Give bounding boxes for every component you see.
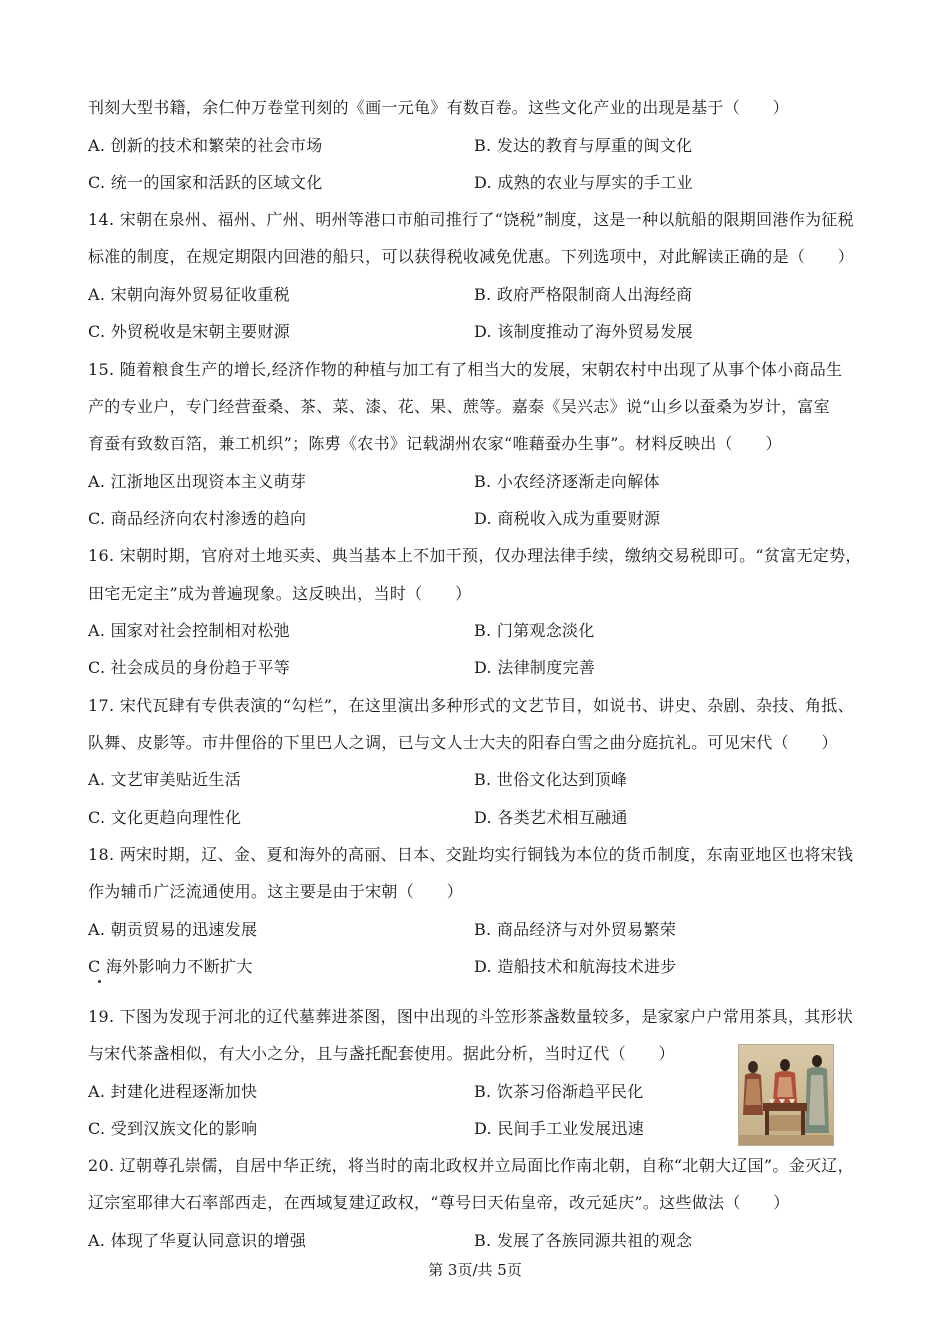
stray-dot-mark (98, 980, 101, 983)
q18-option-b[interactable]: B. 商品经济与对外贸易繁荣 (474, 920, 677, 939)
question-18-line-2: 作为辅币广泛流通使用。这主要是由于宋朝（ ） (88, 882, 463, 901)
question-17-line-1: 17. 宋代瓦肆有专供表演的“勾栏”，在这里演出多种形式的文艺节目，如说书、讲史、杂剧、杂技、角抵、 (88, 696, 854, 715)
q15-option-b[interactable]: B. 小农经济逐渐走向解体 (474, 472, 660, 491)
q18-option-d[interactable]: D. 造船技术和航海技术进步 (474, 957, 677, 976)
liao-tomb-tea-mural-image (738, 1044, 834, 1146)
question-18-line-1: 18. 两宋时期，辽、金、夏和海外的高丽、日本、交趾均实行铜钱为本位的货币制度，东南亚地区也将宋钱 (88, 845, 854, 864)
q13-option-a[interactable]: A. 创新的技术和繁荣的社会市场 (88, 136, 323, 155)
question-13-text: 刊刻大型书籍，余仁仲万卷堂刊刻的《画一元龟》有数百卷。这些文化产业的出现是基于（ ） (88, 98, 789, 117)
q19-option-c[interactable]: C. 受到汉族文化的影响 (88, 1119, 258, 1138)
q14-option-c[interactable]: C. 外贸税收是宋朝主要财源 (88, 322, 291, 341)
q17-option-c[interactable]: C. 文化更趋向理性化 (88, 808, 242, 827)
q20-option-a[interactable]: A. 体现了华夏认同意识的增强 (88, 1231, 307, 1250)
question-15-line-1: 15. 随着粮食生产的增长,经济作物的种植与加工有了相当大的发展，宋朝农村中出现了从事个体小商品生 (88, 360, 843, 379)
question-19-line-2: 与宋代茶盏相似，有大小之分，且与盏托配套使用。据此分析，当时辽代（ ） (88, 1044, 675, 1063)
q15-option-c[interactable]: C. 商品经济向农村渗透的趋向 (88, 509, 307, 528)
question-17-line-2: 队舞、皮影等。市井俚俗的下里巴人之调，已与文人士大夫的阳春白雪之曲分庭抗礼。可见宋代（ ） (88, 733, 838, 752)
q18-option-c[interactable]: C 海外影响力不断扩大 (88, 957, 253, 976)
q17-option-d[interactable]: D. 各类艺术相互融通 (474, 808, 628, 827)
question-14-line-2: 标准的制度，在规定期限内回港的船只，可以获得税收减免优惠。下列选项中，对此解读正确的是（ ） (88, 247, 855, 266)
question-15-line-2: 产的专业户，专门经营蚕桑、茶、菜、漆、花、果、蔗等。嘉泰《吴兴志》说“山乡以蚕桑为岁计，富室 (88, 397, 830, 416)
q19-option-d[interactable]: D. 民间手工业发展迅速 (474, 1119, 645, 1138)
q13-option-c[interactable]: C. 统一的国家和活跃的区域文化 (88, 173, 323, 192)
q16-option-a[interactable]: A. 国家对社会控制相对松弛 (88, 621, 290, 640)
q20-option-b[interactable]: B. 发展了各族同源共祖的观念 (474, 1231, 693, 1250)
q13-option-d[interactable]: D. 成熟的农业与厚实的手工业 (474, 173, 693, 192)
q14-option-b[interactable]: B. 政府严格限制商人出海经商 (474, 285, 693, 304)
q16-option-c[interactable]: C. 社会成员的身份趋于平等 (88, 658, 291, 677)
q13-option-b[interactable]: B. 发达的教育与厚重的闽文化 (474, 136, 693, 155)
q15-option-a[interactable]: A. 江浙地区出现资本主义萌芽 (88, 472, 307, 491)
question-16-line-2: 田宅无定主”成为普遍现象。这反映出，当时（ ） (88, 584, 472, 603)
q14-option-d[interactable]: D. 该制度推动了海外贸易发展 (474, 322, 693, 341)
question-20-line-2: 辽宗室耶律大石率部西走，在西域复建辽政权，“尊号曰天佑皇帝，改元延庆”。这些做法（ ） (88, 1193, 790, 1212)
q14-option-a[interactable]: A. 宋朝向海外贸易征收重税 (88, 285, 290, 304)
q16-option-d[interactable]: D. 法律制度完善 (474, 658, 596, 677)
page-number-footer: 第 3页/共 5页 (428, 1261, 522, 1279)
q16-option-b[interactable]: B. 门第观念淡化 (474, 621, 595, 640)
question-15-line-3: 育蚕有致数百箔，兼工机织”；陈旉《农书》记载湖州农家“唯藉蚕办生事”。材料反映出（ ） (88, 434, 782, 453)
question-19-line-1: 19. 下图为发现于河北的辽代墓葬进茶图，图中出现的斗笠形茶盏数量较多，是家家户户常用茶具，其形状 (88, 1007, 854, 1026)
q19-option-a[interactable]: A. 封建化进程逐渐加快 (88, 1082, 258, 1101)
q17-option-a[interactable]: A. 文艺审美贴近生活 (88, 770, 242, 789)
question-14-line-1: 14. 宋朝在泉州、福州、广州、明州等港口市舶司推行了“饶税”制度，这是一种以航船的限期回港作为征税 (88, 210, 854, 229)
question-20-line-1: 20. 辽朝尊孔崇儒，自居中华正统，将当时的南北政权并立局面比作南北朝，自称“北朝大辽国”。金灭辽， (88, 1156, 854, 1175)
q17-option-b[interactable]: B. 世俗文化达到顶峰 (474, 770, 628, 789)
q19-option-b[interactable]: B. 饮茶习俗渐趋平民化 (474, 1082, 644, 1101)
tea-mural-illustration (739, 1045, 833, 1145)
q18-option-a[interactable]: A. 朝贡贸易的迅速发展 (88, 920, 258, 939)
question-16-line-1: 16. 宋朝时期，官府对土地买卖、典当基本上不加干预，仅办理法律手续，缴纳交易税即可。“贫富无定势， (88, 546, 862, 565)
q15-option-d[interactable]: D. 商税收入成为重要财源 (474, 509, 661, 528)
